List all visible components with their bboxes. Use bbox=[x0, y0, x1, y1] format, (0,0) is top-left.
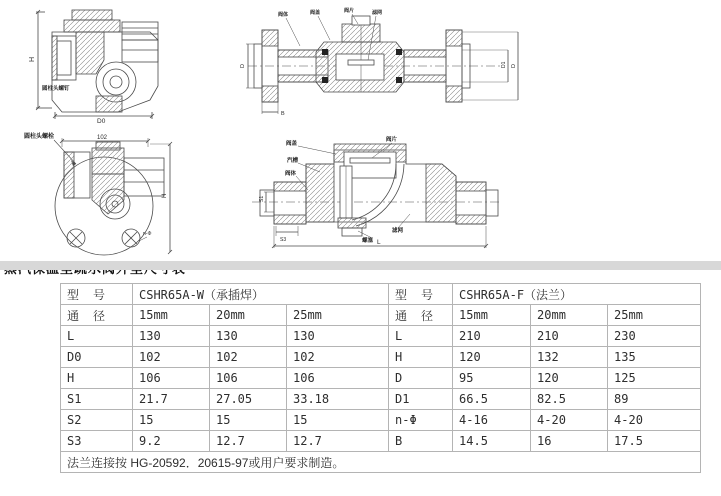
cell-value: 120 bbox=[531, 368, 608, 389]
cell-value: 9.2 bbox=[133, 431, 210, 452]
cell-value: 27.05 bbox=[210, 389, 287, 410]
data-row bbox=[61, 347, 701, 368]
flange-dim-right-outer: D bbox=[511, 64, 517, 68]
weld-dim-s3: S3 bbox=[280, 237, 287, 243]
row-label: S3 bbox=[61, 431, 133, 452]
cell-value: 95 bbox=[453, 368, 531, 389]
cell-value: 210 bbox=[453, 326, 531, 347]
cell-value: 135 bbox=[608, 347, 701, 368]
flange-dim-right-inner: D1 bbox=[501, 61, 507, 68]
model-row bbox=[61, 284, 701, 305]
flange-dim-b: B bbox=[281, 111, 285, 117]
weld-label-disc: 阀片 bbox=[386, 137, 398, 143]
left-model-label: 型 号 bbox=[61, 284, 133, 305]
weld-label-bonnet: 阀盖 bbox=[286, 141, 298, 147]
right-size-25: 25mm bbox=[608, 305, 701, 326]
data-row bbox=[61, 326, 701, 347]
drawing-front-section bbox=[29, 10, 158, 125]
cell-value: 82.5 bbox=[531, 389, 608, 410]
row-label: n-Φ bbox=[389, 410, 453, 431]
front-part-label: 圆柱头螺钉 bbox=[42, 86, 70, 92]
left-size-20: 20mm bbox=[210, 305, 287, 326]
cell-value: 102 bbox=[287, 347, 389, 368]
cell-value: 66.5 bbox=[453, 389, 531, 410]
cell-value: 33.18 bbox=[287, 389, 389, 410]
weld-label-plug: 螺塞 bbox=[362, 238, 374, 244]
row-label: D0 bbox=[61, 347, 133, 368]
cell-value: 120 bbox=[453, 347, 531, 368]
cell-value: 89 bbox=[608, 389, 701, 410]
weld-label-groove: 汽槽 bbox=[287, 158, 299, 164]
row-label: S1 bbox=[61, 389, 133, 410]
cell-value: 12.7 bbox=[287, 431, 389, 452]
left-size-25: 25mm bbox=[287, 305, 389, 326]
cell-value: 4-16 bbox=[453, 410, 531, 431]
dimensions-table bbox=[60, 283, 701, 473]
weld-dim-s1: S1 bbox=[259, 195, 265, 202]
right-size-20: 20mm bbox=[531, 305, 608, 326]
cell-value: 230 bbox=[608, 326, 701, 347]
left-model-value: CSHR65A-W（承插焊） bbox=[133, 284, 389, 305]
data-row bbox=[61, 368, 701, 389]
cell-value: 106 bbox=[210, 368, 287, 389]
cell-value: 106 bbox=[133, 368, 210, 389]
drawing-top-view bbox=[24, 132, 172, 255]
flange-part-label-strainer: 滤网 bbox=[372, 10, 383, 16]
right-size-15: 15mm bbox=[453, 305, 531, 326]
flange-part-label-bonnet: 阀盖 bbox=[310, 10, 321, 16]
data-row bbox=[61, 431, 701, 452]
cell-value: 130 bbox=[287, 326, 389, 347]
weld-dim-l: L bbox=[377, 239, 381, 246]
cell-value: 102 bbox=[210, 347, 287, 368]
topview-dim-right: H bbox=[162, 193, 168, 198]
flange-part-label-body: 阀体 bbox=[278, 12, 289, 18]
left-size-label: 通 径 bbox=[61, 305, 133, 326]
cell-value: 21.7 bbox=[133, 389, 210, 410]
topview-dim-holes: n-Φ bbox=[143, 231, 152, 237]
cell-value: 15 bbox=[287, 410, 389, 431]
scan-bottom-strip bbox=[0, 261, 721, 270]
cell-value: 130 bbox=[133, 326, 210, 347]
cell-value: 210 bbox=[531, 326, 608, 347]
size-row bbox=[61, 305, 701, 326]
dim-d0-label: D0 bbox=[97, 118, 106, 125]
cell-value: 16 bbox=[531, 431, 608, 452]
flange-dim-left: D bbox=[240, 64, 246, 68]
right-model-value: CSHR65A-F（法兰） bbox=[453, 284, 701, 305]
cell-value: 17.5 bbox=[608, 431, 701, 452]
row-label: S2 bbox=[61, 410, 133, 431]
row-label: L bbox=[389, 326, 453, 347]
cell-value: 130 bbox=[210, 326, 287, 347]
note-row bbox=[61, 452, 701, 473]
row-label: H bbox=[61, 368, 133, 389]
cell-value: 12.7 bbox=[210, 431, 287, 452]
right-model-label: 型 号 bbox=[389, 284, 453, 305]
cell-value: 4-20 bbox=[531, 410, 608, 431]
row-label: B bbox=[389, 431, 453, 452]
cell-value: 125 bbox=[608, 368, 701, 389]
row-label: H bbox=[389, 347, 453, 368]
cell-value: 15 bbox=[210, 410, 287, 431]
drawing-flange-section bbox=[240, 7, 518, 117]
row-label: D1 bbox=[389, 389, 453, 410]
cell-value: 14.5 bbox=[453, 431, 531, 452]
cell-value: 132 bbox=[531, 347, 608, 368]
data-row bbox=[61, 410, 701, 431]
topview-part-label: 圆柱头螺栓 bbox=[24, 134, 55, 140]
data-row bbox=[61, 389, 701, 410]
weld-label-body: 阀体 bbox=[285, 171, 297, 177]
flange-part-label-disc: 阀片 bbox=[344, 8, 355, 14]
cell-value: 4-20 bbox=[608, 410, 701, 431]
dim-h-label: H bbox=[29, 56, 36, 62]
cell-value: 15 bbox=[133, 410, 210, 431]
row-label: L bbox=[61, 326, 133, 347]
row-label: D bbox=[389, 368, 453, 389]
cell-value: 102 bbox=[133, 347, 210, 368]
flange-note: 法兰连接按 HG-20592．20615-97或用户要求制造。 bbox=[61, 452, 701, 473]
drawing-weld-section bbox=[252, 135, 500, 248]
topview-dim-102: 102 bbox=[97, 135, 108, 141]
left-size-15: 15mm bbox=[133, 305, 210, 326]
cell-value: 106 bbox=[287, 368, 389, 389]
right-size-label: 通 径 bbox=[389, 305, 453, 326]
weld-label-strainer: 滤网 bbox=[392, 228, 404, 234]
